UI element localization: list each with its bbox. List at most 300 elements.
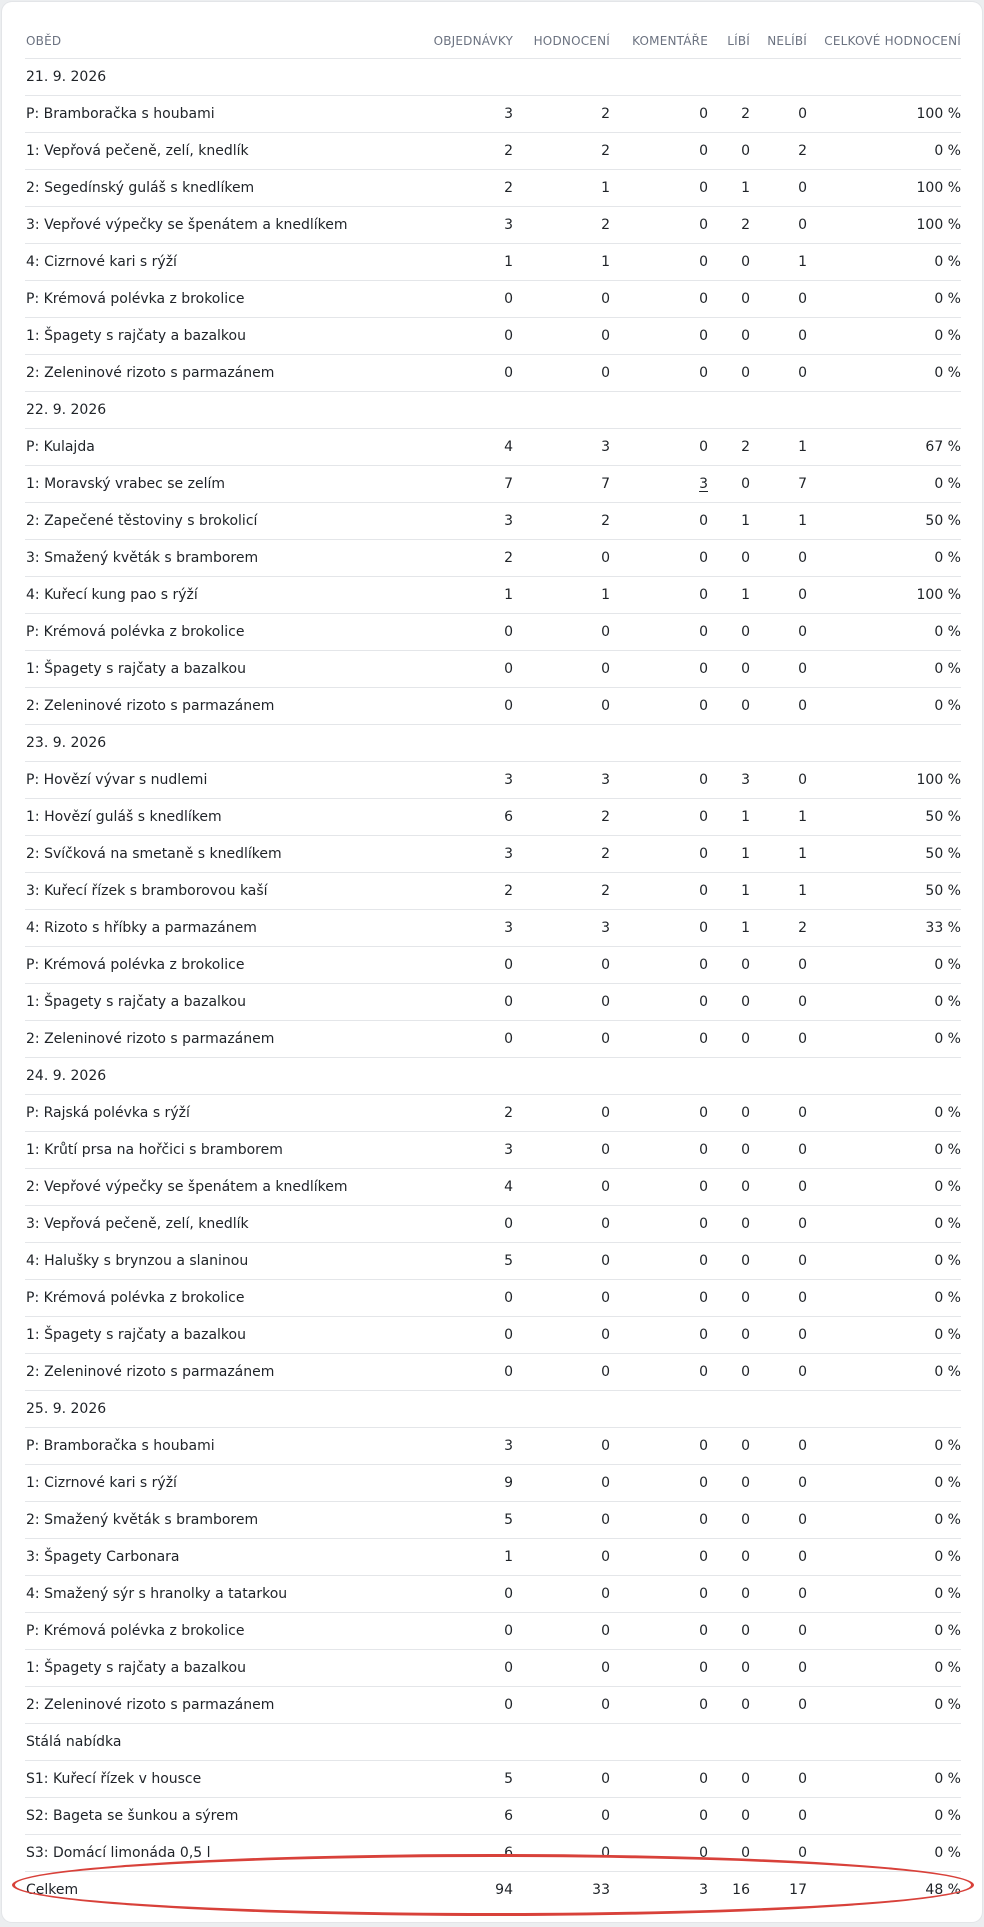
cell-likes: 2 <box>708 207 750 244</box>
dish-name: 4: Smažený sýr s hranolky a tatarkou <box>25 1576 397 1613</box>
cell-comments: 0 <box>610 651 708 688</box>
cell-comments: 0 <box>610 318 708 355</box>
cell-ratings: 2 <box>513 96 610 133</box>
cell-comments: 0 <box>610 1576 708 1613</box>
cell-orders: 7 <box>397 466 513 503</box>
cell-overall: 100 % <box>807 96 961 133</box>
cell-orders: 0 <box>397 1317 513 1354</box>
cell-overall: 50 % <box>807 873 961 910</box>
cell-comments: 0 <box>610 799 708 836</box>
cell-orders: 9 <box>397 1465 513 1502</box>
cell-likes: 0 <box>708 1687 750 1724</box>
cell-ratings: 0 <box>513 1465 610 1502</box>
table-row <box>25 355 961 392</box>
cell-ratings: 0 <box>513 1021 610 1058</box>
cell-ratings: 0 <box>513 651 610 688</box>
cell-dislikes: 7 <box>750 466 807 503</box>
cell-comments: 0 <box>610 1354 708 1391</box>
cell-overall: 0 % <box>807 984 961 1021</box>
cell-comments: 0 <box>610 910 708 947</box>
cell-comments: 0 <box>610 984 708 1021</box>
cell-orders: 0 <box>397 1280 513 1317</box>
cell-orders: 0 <box>397 318 513 355</box>
table-row <box>25 1021 961 1058</box>
cell-ratings: 0 <box>513 318 610 355</box>
cell-ratings: 0 <box>513 540 610 577</box>
date-group-label: 24. 9. 2026 <box>25 1058 961 1095</box>
table-row <box>25 1132 961 1169</box>
cell-overall: 100 % <box>807 207 961 244</box>
cell-ratings: 0 <box>513 947 610 984</box>
dish-name: 4: Rizoto s hříbky a parmazánem <box>25 910 397 947</box>
cell-likes: 0 <box>708 1132 750 1169</box>
table-row <box>25 540 961 577</box>
cell-ratings: 3 <box>513 429 610 466</box>
cell-overall: 50 % <box>807 799 961 836</box>
cell-likes: 1 <box>708 910 750 947</box>
cell-likes: 0 <box>708 688 750 725</box>
cell-likes: 1 <box>708 836 750 873</box>
cell-comments: 0 <box>610 1502 708 1539</box>
cell-dislikes: 0 <box>750 96 807 133</box>
cell-likes: 0 <box>708 355 750 392</box>
cell-likes: 2 <box>708 429 750 466</box>
cell-ratings: 0 <box>513 1687 610 1724</box>
cell-orders: 0 <box>397 355 513 392</box>
cell-likes: 0 <box>708 651 750 688</box>
table-row <box>25 984 961 1021</box>
cell-comments: 0 <box>610 540 708 577</box>
dish-name: 3: Kuřecí řízek s bramborovou kaší <box>25 873 397 910</box>
table-row <box>25 1539 961 1576</box>
table-row <box>25 577 961 614</box>
cell-dislikes: 1 <box>750 873 807 910</box>
cell-dislikes: 0 <box>750 1835 807 1872</box>
dish-name: 4: Cizrnové kari s rýží <box>25 244 397 281</box>
cell-overall: 0 % <box>807 1243 961 1280</box>
dish-name: 2: Zeleninové rizoto s parmazánem <box>25 1687 397 1724</box>
cell-dislikes: 0 <box>750 1798 807 1835</box>
table-row <box>25 133 961 170</box>
cell-orders: 3 <box>397 96 513 133</box>
cell-overall: 0 % <box>807 1317 961 1354</box>
dish-name: P: Kulajda <box>25 429 397 466</box>
dish-name: 3: Smažený květák s bramborem <box>25 540 397 577</box>
cell-dislikes: 1 <box>750 429 807 466</box>
date-group-label: 21. 9. 2026 <box>25 59 961 96</box>
cell-dislikes: 0 <box>750 947 807 984</box>
date-group-label: 23. 9. 2026 <box>25 725 961 762</box>
cell-likes: 0 <box>708 614 750 651</box>
cell-dislikes: 0 <box>750 1465 807 1502</box>
dish-name: 1: Špagety s rajčaty a bazalkou <box>25 1317 397 1354</box>
cell-likes: 0 <box>708 1539 750 1576</box>
cell-likes: 0 <box>708 1613 750 1650</box>
cell-orders: 3 <box>397 910 513 947</box>
cell-ratings: 0 <box>513 1280 610 1317</box>
dish-name: P: Krémová polévka z brokolice <box>25 1280 397 1317</box>
dish-name: P: Hovězí vývar s nudlemi <box>25 762 397 799</box>
cell-dislikes: 0 <box>750 651 807 688</box>
cell-dislikes: 0 <box>750 1169 807 1206</box>
cell-comments: 0 <box>610 133 708 170</box>
cell-comments: 0 <box>610 1132 708 1169</box>
cell-dislikes: 0 <box>750 614 807 651</box>
cell-orders: 3 <box>397 1428 513 1465</box>
cell-likes: 0 <box>708 466 750 503</box>
dish-name: 2: Zeleninové rizoto s parmazánem <box>25 1354 397 1391</box>
table-row <box>25 762 961 799</box>
cell-dislikes: 0 <box>750 1354 807 1391</box>
cell-ratings: 2 <box>513 133 610 170</box>
column-header-dislikes: NELÍBÍ <box>750 24 807 59</box>
cell-ratings: 1 <box>513 170 610 207</box>
cell-likes: 0 <box>708 1317 750 1354</box>
date-group-label: 22. 9. 2026 <box>25 392 961 429</box>
table-header <box>25 24 961 59</box>
cell-comments: 0 <box>610 836 708 873</box>
cell-overall: 100 % <box>807 577 961 614</box>
cell-orders: 5 <box>397 1761 513 1798</box>
cell-orders: 4 <box>397 1169 513 1206</box>
dish-name: 1: Špagety s rajčaty a bazalkou <box>25 651 397 688</box>
date-group-label: 25. 9. 2026 <box>25 1391 961 1428</box>
table-row <box>25 281 961 318</box>
column-header-overall: CELKOVÉ HODNOCENÍ <box>807 24 961 59</box>
cell-likes: 0 <box>708 1835 750 1872</box>
cell-overall: 0 % <box>807 244 961 281</box>
dish-name: P: Bramboračka s houbami <box>25 96 397 133</box>
cell-orders: 1 <box>397 577 513 614</box>
dish-name: 1: Moravský vrabec se zelím <box>25 466 397 503</box>
cell-dislikes: 0 <box>750 688 807 725</box>
dish-name: P: Bramboračka s houbami <box>25 1428 397 1465</box>
dish-name: 1: Špagety s rajčaty a bazalkou <box>25 984 397 1021</box>
cell-overall: 0 % <box>807 1650 961 1687</box>
cell-comments[interactable] <box>610 466 708 503</box>
cell-overall: 0 % <box>807 1132 961 1169</box>
cell-dislikes: 0 <box>750 984 807 1021</box>
cell-overall: 50 % <box>807 503 961 540</box>
cell-overall: 0 % <box>807 1613 961 1650</box>
date-group-label: Stálá nabídka <box>25 1724 961 1761</box>
table-row <box>25 1206 961 1243</box>
ratings-card <box>2 2 982 1922</box>
cell-ratings: 0 <box>513 1650 610 1687</box>
cell-overall: 0 % <box>807 1428 961 1465</box>
cell-dislikes: 1 <box>750 244 807 281</box>
cell-likes: 0 <box>708 1206 750 1243</box>
cell-likes: 0 <box>708 540 750 577</box>
cell-overall: 0 % <box>807 466 961 503</box>
cell-dislikes: 0 <box>750 1428 807 1465</box>
cell-orders: 2 <box>397 540 513 577</box>
dish-name: 1: Hovězí guláš s knedlíkem <box>25 799 397 836</box>
cell-comments: 0 <box>610 1835 708 1872</box>
cell-orders: 2 <box>397 170 513 207</box>
cell-orders: 0 <box>397 1650 513 1687</box>
cell-orders: 3 <box>397 503 513 540</box>
cell-ratings: 3 <box>513 762 610 799</box>
cell-overall: 0 % <box>807 1169 961 1206</box>
cell-ratings: 0 <box>513 1169 610 1206</box>
dish-name: 2: Svíčková na smetaně s knedlíkem <box>25 836 397 873</box>
cell-comments: 0 <box>610 688 708 725</box>
total-overall: 48 % <box>925 1882 961 1898</box>
ratings-table <box>25 24 961 1908</box>
cell-comments: 0 <box>610 1021 708 1058</box>
dish-name: 2: Vepřové výpečky se špenátem a knedlíkem <box>25 1169 397 1206</box>
cell-comments: 0 <box>610 577 708 614</box>
cell-orders: 0 <box>397 1687 513 1724</box>
cell-orders: 0 <box>397 281 513 318</box>
cell-orders: 3 <box>397 836 513 873</box>
dish-name: S1: Kuřecí řízek v housce <box>25 1761 397 1798</box>
cell-dislikes: 0 <box>750 762 807 799</box>
cell-orders: 0 <box>397 1021 513 1058</box>
cell-ratings: 1 <box>513 577 610 614</box>
cell-overall: 0 % <box>807 1021 961 1058</box>
table-row <box>25 318 961 355</box>
table-row <box>25 799 961 836</box>
cell-orders: 0 <box>397 1354 513 1391</box>
cell-orders: 0 <box>397 688 513 725</box>
table-row <box>25 688 961 725</box>
cell-ratings: 0 <box>513 1761 610 1798</box>
table-row <box>25 947 961 984</box>
cell-ratings: 2 <box>513 799 610 836</box>
cell-comments: 0 <box>610 170 708 207</box>
cell-ratings: 0 <box>513 1428 610 1465</box>
cell-overall: 0 % <box>807 1798 961 1835</box>
cell-comments: 0 <box>610 244 708 281</box>
dish-name: P: Krémová polévka z brokolice <box>25 281 397 318</box>
cell-likes: 0 <box>708 1650 750 1687</box>
cell-comments: 0 <box>610 281 708 318</box>
cell-ratings: 0 <box>513 1576 610 1613</box>
cell-comments: 0 <box>610 1243 708 1280</box>
cell-ratings: 0 <box>513 1206 610 1243</box>
cell-comments: 0 <box>610 1280 708 1317</box>
cell-orders: 0 <box>397 984 513 1021</box>
cell-orders: 3 <box>397 207 513 244</box>
cell-ratings: 0 <box>513 1354 610 1391</box>
date-group-row <box>25 1724 961 1761</box>
cell-ratings: 7 <box>513 466 610 503</box>
date-group-row <box>25 392 961 429</box>
cell-overall: 100 % <box>807 170 961 207</box>
cell-dislikes: 0 <box>750 577 807 614</box>
cell-ratings: 0 <box>513 1243 610 1280</box>
cell-dislikes: 0 <box>750 1206 807 1243</box>
cell-comments: 0 <box>610 1798 708 1835</box>
table-row <box>25 651 961 688</box>
cell-overall: 0 % <box>807 281 961 318</box>
column-header-dish: OBĚD <box>25 24 397 59</box>
cell-orders: 2 <box>397 133 513 170</box>
table-row <box>25 1095 961 1132</box>
cell-comments: 0 <box>610 947 708 984</box>
cell-dislikes: 0 <box>750 1317 807 1354</box>
cell-overall: 0 % <box>807 1576 961 1613</box>
cell-comments: 0 <box>610 1317 708 1354</box>
cell-ratings: 0 <box>513 1095 610 1132</box>
table-row <box>25 1761 961 1798</box>
cell-likes: 1 <box>708 170 750 207</box>
dish-name: S2: Bageta se šunkou a sýrem <box>25 1798 397 1835</box>
table-row <box>25 429 961 466</box>
cell-overall: 0 % <box>807 1095 961 1132</box>
dish-name: 1: Krůtí prsa na hořčici s bramborem <box>25 1132 397 1169</box>
cell-likes: 2 <box>708 96 750 133</box>
cell-likes: 0 <box>708 1576 750 1613</box>
dish-name: 1: Špagety s rajčaty a bazalkou <box>25 1650 397 1687</box>
cell-overall: 0 % <box>807 614 961 651</box>
cell-ratings: 0 <box>513 281 610 318</box>
cell-likes: 0 <box>708 318 750 355</box>
dish-name: P: Krémová polévka z brokolice <box>25 614 397 651</box>
dish-name: P: Krémová polévka z brokolice <box>25 1613 397 1650</box>
cell-overall: 0 % <box>807 318 961 355</box>
cell-orders: 0 <box>397 614 513 651</box>
table-row <box>25 1280 961 1317</box>
cell-orders: 1 <box>397 1539 513 1576</box>
cell-likes: 0 <box>708 1243 750 1280</box>
cell-comments: 0 <box>610 614 708 651</box>
comments-link[interactable]: 3 <box>699 476 708 492</box>
cell-ratings: 2 <box>513 503 610 540</box>
cell-comments: 0 <box>610 1761 708 1798</box>
total-dislikes: 17 <box>789 1882 807 1898</box>
cell-orders: 0 <box>397 1576 513 1613</box>
cell-overall: 0 % <box>807 1206 961 1243</box>
cell-ratings: 0 <box>513 1613 610 1650</box>
cell-orders: 6 <box>397 1835 513 1872</box>
cell-likes: 1 <box>708 799 750 836</box>
total-row <box>25 1872 961 1909</box>
cell-orders: 6 <box>397 1798 513 1835</box>
table-row <box>25 910 961 947</box>
column-header-likes: LÍBÍ <box>708 24 750 59</box>
cell-likes: 0 <box>708 1354 750 1391</box>
cell-ratings: 0 <box>513 688 610 725</box>
table-row <box>25 614 961 651</box>
table-row <box>25 96 961 133</box>
cell-overall: 0 % <box>807 1835 961 1872</box>
cell-dislikes: 0 <box>750 1687 807 1724</box>
cell-likes: 3 <box>708 762 750 799</box>
cell-overall: 0 % <box>807 1280 961 1317</box>
table-row <box>25 170 961 207</box>
cell-likes: 1 <box>708 503 750 540</box>
cell-ratings: 0 <box>513 1539 610 1576</box>
cell-ratings: 2 <box>513 873 610 910</box>
cell-likes: 0 <box>708 984 750 1021</box>
dish-name: 3: Vepřové výpečky se špenátem a knedlíkem <box>25 207 397 244</box>
cell-comments: 0 <box>610 1687 708 1724</box>
cell-likes: 0 <box>708 1169 750 1206</box>
dish-name: 4: Halušky s brynzou a slaninou <box>25 1243 397 1280</box>
cell-ratings: 0 <box>513 1132 610 1169</box>
cell-dislikes: 0 <box>750 355 807 392</box>
cell-comments: 0 <box>610 207 708 244</box>
cell-likes: 0 <box>708 1095 750 1132</box>
cell-orders: 3 <box>397 1132 513 1169</box>
table-row <box>25 1576 961 1613</box>
date-group-row <box>25 725 961 762</box>
dish-name: 2: Smažený květák s bramborem <box>25 1502 397 1539</box>
cell-orders: 6 <box>397 799 513 836</box>
cell-dislikes: 0 <box>750 281 807 318</box>
cell-orders: 4 <box>397 429 513 466</box>
cell-likes: 0 <box>708 947 750 984</box>
dish-name: 3: Vepřová pečeně, zelí, knedlík <box>25 1206 397 1243</box>
cell-comments: 0 <box>610 762 708 799</box>
table-row <box>25 836 961 873</box>
cell-dislikes: 2 <box>750 910 807 947</box>
cell-overall: 0 % <box>807 947 961 984</box>
column-header-ratings: HODNOCENÍ <box>513 24 610 59</box>
dish-name: 2: Segedínský guláš s knedlíkem <box>25 170 397 207</box>
cell-comments: 0 <box>610 1650 708 1687</box>
cell-dislikes: 1 <box>750 503 807 540</box>
cell-comments: 0 <box>610 429 708 466</box>
cell-ratings: 0 <box>513 984 610 1021</box>
cell-dislikes: 0 <box>750 1539 807 1576</box>
cell-orders: 2 <box>397 873 513 910</box>
table-row <box>25 503 961 540</box>
cell-overall: 0 % <box>807 355 961 392</box>
cell-overall: 0 % <box>807 651 961 688</box>
cell-ratings: 2 <box>513 207 610 244</box>
cell-comments: 0 <box>610 1169 708 1206</box>
cell-likes: 0 <box>708 1798 750 1835</box>
cell-dislikes: 1 <box>750 836 807 873</box>
cell-overall: 0 % <box>807 1354 961 1391</box>
cell-likes: 0 <box>708 1428 750 1465</box>
cell-ratings: 0 <box>513 1502 610 1539</box>
total-likes: 16 <box>732 1882 750 1898</box>
cell-ratings: 0 <box>513 1798 610 1835</box>
dish-name: 2: Zeleninové rizoto s parmazánem <box>25 688 397 725</box>
date-group-row <box>25 59 961 96</box>
cell-orders: 0 <box>397 1206 513 1243</box>
table-row <box>25 1317 961 1354</box>
cell-overall: 100 % <box>807 762 961 799</box>
table-row <box>25 1613 961 1650</box>
table-row <box>25 873 961 910</box>
cell-overall: 0 % <box>807 133 961 170</box>
cell-likes: 0 <box>708 1021 750 1058</box>
cell-likes: 0 <box>708 1465 750 1502</box>
cell-orders: 1 <box>397 244 513 281</box>
cell-overall: 0 % <box>807 1761 961 1798</box>
cell-dislikes: 0 <box>750 1502 807 1539</box>
column-header-orders: OBJEDNÁVKY <box>397 24 513 59</box>
dish-name: 3: Špagety Carbonara <box>25 1539 397 1576</box>
cell-dislikes: 1 <box>750 799 807 836</box>
cell-overall: 0 % <box>807 1502 961 1539</box>
cell-orders: 0 <box>397 1613 513 1650</box>
cell-ratings: 0 <box>513 1835 610 1872</box>
date-group-row <box>25 1058 961 1095</box>
cell-overall: 67 % <box>807 429 961 466</box>
cell-overall: 0 % <box>807 1539 961 1576</box>
dish-name: 1: Špagety s rajčaty a bazalkou <box>25 318 397 355</box>
cell-ratings: 0 <box>513 355 610 392</box>
table-row <box>25 207 961 244</box>
cell-likes: 0 <box>708 1502 750 1539</box>
